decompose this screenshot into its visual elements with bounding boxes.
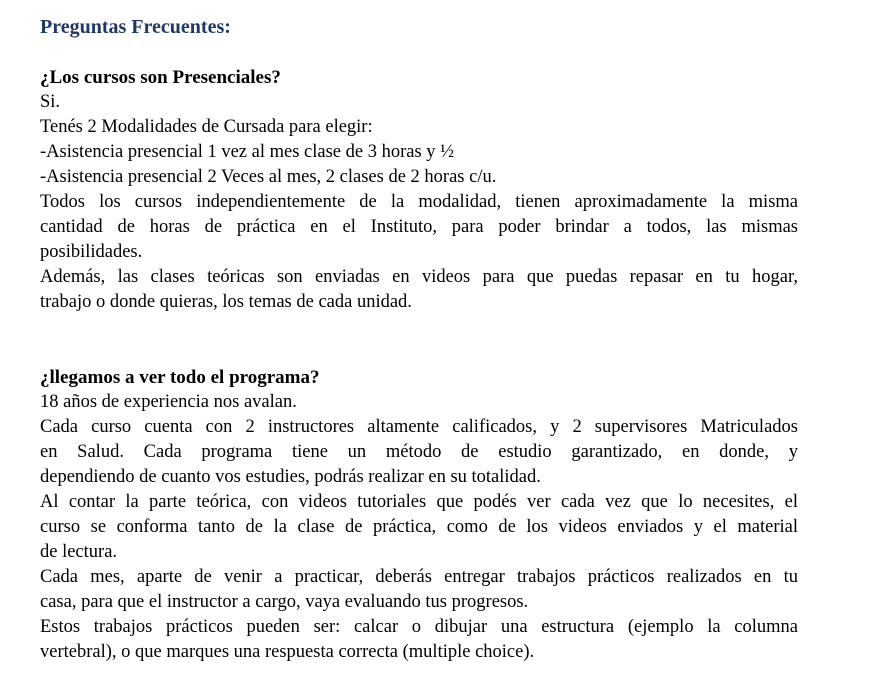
faq-line: trabajo o donde quieras, los temas de cada unidad.	[40, 292, 412, 312]
faq-line: -Asistencia presencial 2 Veces al mes, 2 clases de 2 horas c/u.	[40, 167, 497, 187]
faq-section	[40, 65, 798, 315]
faq-line: en Salud. Cada programa tiene un método de estudio garantizado, en donde, y	[40, 442, 798, 462]
faq-question: ¿llegamos a ver todo el programa?	[40, 367, 320, 388]
faq-line: posibilidades.	[40, 242, 143, 262]
faq-line: 18 años de experiencia nos avalan.	[40, 392, 297, 412]
page-title: Preguntas Frecuentes:	[40, 16, 231, 38]
faq-line: Cada mes, aparte de venir a practicar, deberás entregar trabajos prácticos realizados en tu	[40, 567, 798, 587]
faq-section	[40, 365, 798, 665]
faq-question: ¿Los cursos son Presenciales?	[40, 67, 281, 88]
faq-line: casa, para que el instructor a cargo, vaya evaluando tus progresos.	[40, 592, 529, 612]
faq-line: Si.	[40, 92, 61, 112]
faq-line: Todos los cursos independientemente de la modalidad, tienen aproximadamente la misma	[40, 192, 798, 212]
faq-line: Estos trabajos prácticos pueden ser: calcar o dibujar una estructura (ejemplo la columna	[40, 617, 798, 637]
faq-line: cantidad de horas de práctica en el Instituto, para poder brindar a todos, las mismas	[40, 217, 798, 237]
faq-line: vertebral), o que marques una respuesta correcta (multiple choice).	[40, 642, 535, 662]
faq-line: Al contar la parte teórica, con videos tutoriales que podés ver cada vez que lo necesites, el	[40, 492, 798, 512]
faq-line: curso se conforma tanto de la clase de práctica, como de los videos enviados y el material	[40, 517, 798, 537]
faq-line: Cada curso cuenta con 2 instructores altamente calificados, y 2 supervisores Matriculados	[40, 417, 798, 437]
faq-line: dependiendo de cuanto vos estudies, podrás realizar en su totalidad.	[40, 467, 541, 487]
faq-line: -Asistencia presencial 1 vez al mes clase de 3 horas y ½	[40, 142, 455, 162]
faq-sections	[40, 65, 798, 665]
faq-line: Tenés 2 Modalidades de Cursada para elegir:	[40, 117, 373, 137]
faq-line: Además, las clases teóricas son enviadas en videos para que puedas repasar en tu hogar,	[40, 267, 798, 287]
faq-line: de lectura.	[40, 542, 118, 562]
